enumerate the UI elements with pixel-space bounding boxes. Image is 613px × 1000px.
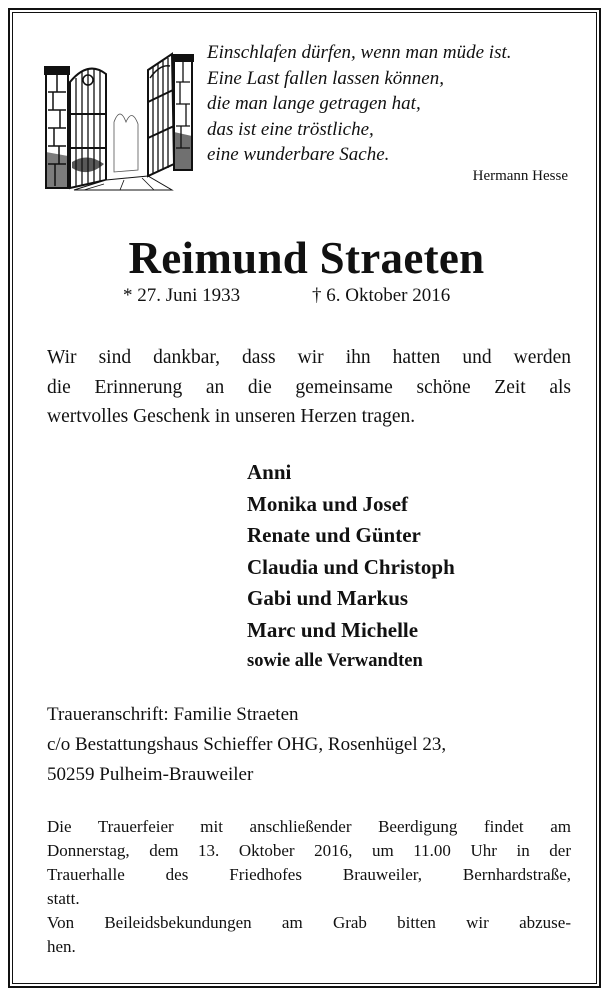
poem (207, 40, 577, 168)
gratitude-message (47, 343, 571, 432)
mourning-address (47, 700, 577, 790)
death-date: † 6. Oktober 2016 (312, 285, 451, 306)
message-line: Wir sind dankbar, dass wir ihn hatten und werden (47, 347, 571, 368)
relatives-line: sowie alle Verwandten (247, 651, 423, 671)
family-member: Claudia und Christoph (247, 554, 455, 579)
address-line: 50259 Pulheim-Brauweiler (47, 764, 254, 785)
open-gate-icon (44, 52, 194, 192)
ceremony-line: Die Trauerfeier mit anschließender Beerdigung findet am (47, 817, 571, 836)
poem-line: die man lange getragen hat, (207, 93, 421, 114)
ceremony-line: Donnerstag, dem 13. Oktober 2016, um 11.00 Uhr in der (47, 841, 571, 860)
poem-line: das ist eine tröstliche, (207, 118, 374, 140)
family-member: Anni (247, 460, 292, 484)
birth-date: * 27. Juni 1933 (123, 285, 241, 306)
family-member: Monika und Josef (247, 491, 409, 516)
address-line: Traueranschrift: Familie Straeten (47, 704, 299, 725)
family-member: Gabi und Markus (247, 586, 409, 610)
family-member: Marc und Michelle (247, 617, 419, 642)
poem-line: Eine Last fallen lassen können, (207, 67, 444, 89)
family-list (247, 457, 587, 678)
ceremony-line: Trauerhalle des Friedhofes Brauweiler, Bernhardstraße, (47, 865, 571, 884)
message-line: wertvolles Geschenk in unseren Herzen tragen. (47, 406, 416, 427)
poem-line: Einschlafen dürfen, wenn man müde ist. (207, 42, 512, 63)
family-member: Renate und Günter (247, 523, 421, 547)
ceremony-info (47, 815, 571, 959)
message-line: die Erinnerung an die gemeinsame schöne Zeit als (47, 376, 571, 398)
ceremony-line: Von Beileidsbekundungen am Grab bitten wir abzuse- (47, 913, 571, 932)
address-line: c/o Bestattungshaus Schieffer OHG, Rosenhügel 23, (47, 734, 447, 755)
poem-line: eine wunderbare Sache. (207, 144, 390, 165)
deceased-name: Reimund Straeten (128, 233, 485, 283)
poem-author: Hermann Hesse (472, 168, 568, 184)
ceremony-line: statt. (47, 889, 80, 908)
ceremony-line: hen. (47, 937, 76, 956)
